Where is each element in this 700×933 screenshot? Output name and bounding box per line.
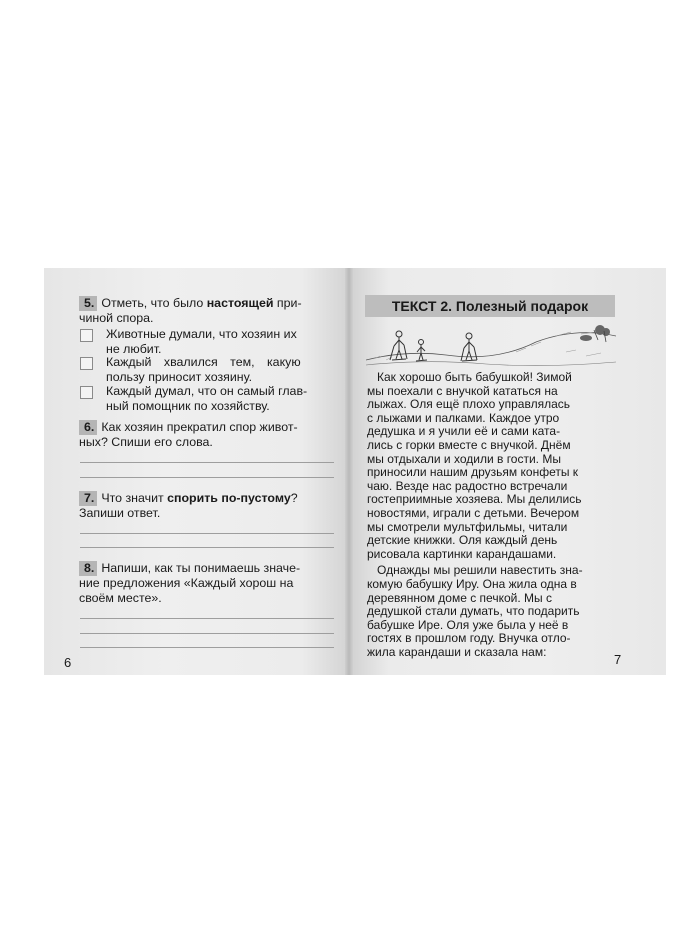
question-7-line2: Запиши ответ. — [79, 506, 161, 520]
question-8-line2: ние предложения «Каждый хорош на — [79, 576, 294, 590]
question-8-line1: 8. Напиши, как ты понимаешь значе- — [79, 561, 300, 576]
book-gutter — [345, 268, 353, 675]
answer-line[interactable] — [80, 618, 334, 619]
question-6-line1: 6. Как хозяин прекратил спор живот- — [79, 420, 298, 435]
option-3-line1: Каждый думал, что он самый глав- — [106, 384, 308, 398]
question-5-number: 5. — [79, 296, 97, 311]
question-6-line2: ных? Спиши его слова. — [79, 435, 213, 449]
question-6-number: 6. — [79, 420, 97, 435]
page-number-right: 7 — [614, 652, 622, 667]
option-2-checkbox[interactable] — [80, 357, 93, 370]
answer-line[interactable] — [80, 647, 334, 648]
option-2-line1: Каждый хвалился тем, какую — [106, 355, 301, 369]
question-7-line1: 7. Что значит спорить по-пустому? — [79, 491, 298, 506]
question-5-line2: чиной спора. — [79, 311, 154, 325]
question-8-line3: своём месте». — [79, 591, 162, 605]
option-1-line2: не любит. — [106, 342, 162, 356]
answer-line[interactable] — [80, 477, 334, 478]
page-number-left: 6 — [64, 655, 72, 670]
text-title: ТЕКСТ 2. Полезный подарок — [365, 295, 615, 317]
option-1-checkbox[interactable] — [80, 329, 93, 342]
option-3-checkbox[interactable] — [80, 386, 93, 399]
skiing-illustration — [366, 322, 616, 368]
answer-line[interactable] — [80, 547, 334, 548]
story-line: жила карандаши и сказала нам: — [367, 645, 547, 659]
question-5-line1: 5. Отметь, что было настоящей при- — [79, 296, 302, 311]
answer-line[interactable] — [80, 462, 334, 463]
answer-line[interactable] — [80, 633, 334, 634]
question-8-number: 8. — [79, 561, 97, 576]
question-7-number: 7. — [79, 491, 97, 506]
option-3-line2: ный помощник по хозяйству. — [106, 399, 270, 413]
option-2-line2: пользу приносит хозяину. — [106, 370, 253, 384]
option-1-line1: Животные думали, что хозяин их — [106, 327, 297, 341]
answer-line[interactable] — [80, 533, 334, 534]
